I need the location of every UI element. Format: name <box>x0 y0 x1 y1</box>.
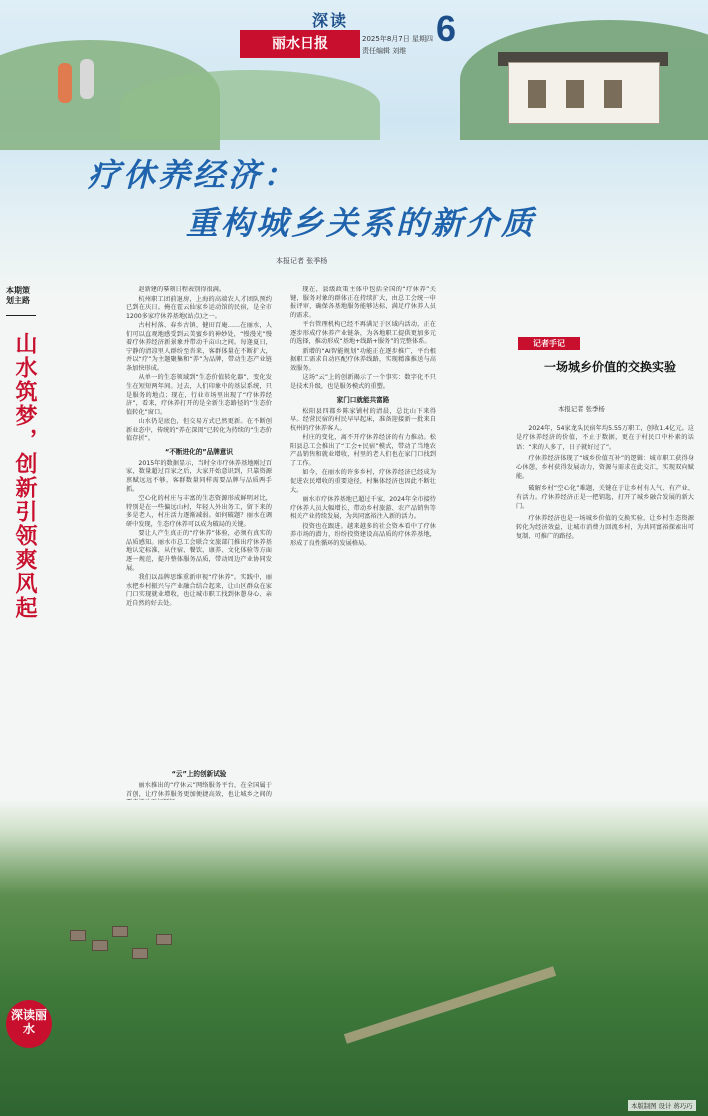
commentary-paragraph: 疗休养经济体现了“城乡价值互补”的逻辑：城市职工获得身心休憩，乡村获得发展动力，资源与需求在此交汇，实现双向赋能。 <box>516 454 694 481</box>
section-subhead: “云”上的创新试验 <box>171 770 227 778</box>
window-illustration <box>528 80 546 108</box>
article-paragraph: 松阳县四都乡陈家铺村的清晨，总比山下来得早。经营民宿的村民早早起床，准备迎接新一批来自杭州的疗休养客人。 <box>290 407 436 432</box>
section-subhead: “不断进化的”品牌意识 <box>164 447 233 456</box>
newspaper-masthead: 丽水日报 <box>240 30 360 58</box>
article-paragraph: 这场“云”上的创新揭示了一个事实：数字化不只是技术升级，也是服务模式的重塑。 <box>290 374 436 391</box>
article-paragraph: 2015年的数据显示，当时全市疗休养基地刚过百家，数量超过百家之后，大家开始意识到，只靠资源禀赋远远不够，客群数量同样需要品牌与品质两手抓。 <box>126 459 272 493</box>
hiker-figure <box>58 63 72 103</box>
window-illustration <box>604 80 622 108</box>
issue-date: 2025年8月7日 星期四 <box>362 35 433 43</box>
hiker-figure <box>80 59 94 99</box>
article-paragraph: 平台管理机构已经不再满足于区域内活动，正在逐步形成疗休养产业链条，为各地职工提供更加多元的选择，推动形成“基地+线路+服务”的完整体系。 <box>290 321 436 346</box>
commentary-title: 一场城乡价值的交换实验 <box>543 360 676 374</box>
section-kicker: 深读 <box>312 11 349 30</box>
house-roof <box>132 948 148 959</box>
window-illustration <box>566 80 584 108</box>
house-roof <box>112 926 128 937</box>
article-column-1 <box>126 286 272 764</box>
article-column-2 <box>290 286 436 764</box>
page-footer: 本版制图 设计 蒋巧巧 <box>628 1100 696 1111</box>
headline-line-2: 重构城乡关系的新介质 <box>186 204 537 242</box>
article-paragraph: 从单一的生态领域到“生态价值转化器”，变化发生在短短两年间。过去，人们印象中的基层系统，只是服务的地点；现在，行业市场里出现了“疗休养经济”，看来，疗休养打开的是全新生态路径的“生态价值转化”窗口。 <box>126 374 272 416</box>
commentary-paragraph: 2024年，54家龙头民宿年均5.55万职工，创收1.4亿元。这是疗休养经济的价值，不止于数据，更在于村民口中朴素的话语：“来的人多了，日子就好过了”。 <box>516 425 694 451</box>
article-paragraph: 要让人产生真正的“疗休养”体验，必须有真实的品质感知。丽水市总工会联合文旅部门推出疗休养基地认定标准，从住宿、餐饮、康养、文化体验等方面逐一规范，提升整体服务品质，带动周边产业协同发展。 <box>126 530 272 572</box>
headline-line-1: 疗休养经济： <box>88 156 299 194</box>
responsible-editor: 责任编辑 刘维 <box>362 47 407 55</box>
brand-stamp: 深读丽水 <box>6 1000 52 1048</box>
article-paragraph: 现在，县级政策主体中包括全国的“疗休养”关键，服务对象的群体正在持续扩大，由总工会统一申报评审，确保各基地服务能够达标，满足疗休养人员的需求。 <box>290 286 436 319</box>
article-paragraph: 我们以品牌思维重新审视“疗休养”。实践中，丽水把乡村振兴与产业融合结合起来，让山区群众在家门口实现就业增收，也让城市职工找到休憩身心、亲近自然的好去处。 <box>126 574 272 607</box>
house-roof <box>156 934 172 945</box>
commentary-body <box>516 424 694 724</box>
commentary-paragraph: 疗休养经济也是一场城乡价值的交换实验，让乡村生态资源转化为经济效益，让城市消费力回流乡村，为共同富裕探索出可复制、可推广的路径。 <box>516 514 694 541</box>
commentary-paragraph: 破解乡村“空心化”难题，关键在于让乡村有人气、有产业、有活力。疗休养经济正是一把钥匙，打开了城乡融合发展的新大门。 <box>516 484 694 511</box>
article-paragraph: 赵新建的摹刻日程表别得很满。 <box>138 286 226 293</box>
article-paragraph: 空心化的村庄与丰富的生态资源形成鲜明对比，特别是在一些偏远山村，年轻人外出务工，留下来的多是老人，村庄活力逐渐减弱。如何破题？丽水在调研中发现，生态疗休养可以成为破局的关键。 <box>126 495 272 528</box>
article-paragraph: 新增的“AI智能规划”功能正在逐步推广，平台根据职工需求自动匹配疗休养线路，实现精准推送与高效服务。 <box>290 347 436 372</box>
article-paragraph: 杭州职工团前退房，上海的高端农人才团队预约已到在庆日。掩在霍云仙家乡运动馆的民宿，是全市1200多家疗休养基地(站点)之一。 <box>126 295 272 320</box>
article-paragraph: 丽水推出的“疗休云”网络服务平台，在全国属于首创，让疗休养服务更加便捷高效，也让城乡之间的 <box>126 782 272 798</box>
vertical-slogan: 山水筑梦，创新引领爽风起 <box>12 332 38 620</box>
page-number: 6 <box>436 8 457 49</box>
commentary-tag: 记者手记 <box>518 337 580 350</box>
article-paragraph: 山水仍是底色，但交易方式已然更新。在不断创新业态中，传统的“养在深闺”已转化为持续的“生态价值存折”。 <box>126 418 272 443</box>
sidebar-label: 本期策划主路 <box>6 286 30 305</box>
mountain-illustration <box>120 70 380 140</box>
commentary-byline: 本报记者 张季杨 <box>558 405 605 413</box>
village-aerial-photo <box>0 800 708 1116</box>
article-paragraph: 古村村落、春乡古镇、健田百庵……在丽水，人们可以直观地感受到云美蜜乡的神妙处，“慢漫光”慢着疗休养经济新景象并带动千亩山之间。每逢夏日，宁静的清凉里人群纷至沓来，客群体量在不断扩大，并以“疗”为主题聚集和“养”为品牌，带动生态产业链条加快形成。 <box>126 322 272 372</box>
sidebar-divider <box>6 315 36 316</box>
article-paragraph: 村庄的变化，离不开疗休养经济的有力推动。松阳县总工会推出了“工会+民宿”模式，带动了当地农产品销售和就业增收，村里的老人们也在家门口找到了工作。 <box>290 434 436 467</box>
house-roof <box>70 930 86 941</box>
article-byline: 本报记者 张季杨 <box>276 257 328 265</box>
article-paragraph: 如今，在丽水的许多乡村，疗休养经济已经成为促进农民增收的重要途径，村集体经济也因此不断壮大。 <box>290 469 436 494</box>
article-paragraph: 丽水市疗休养基地已超过千家，2024年全市接待疗休养人员大幅增长，带动乡村旅游、农产品销售等相关产业持续发展，为共同富裕注入新的活力。 <box>290 496 436 521</box>
section-subhead: 家门口就能共富路 <box>336 395 390 404</box>
article-paragraph: 投资也在跟进。越来越多的社会资本看中了疗休养市场的潜力，纷纷投资建设高品质的疗休养基地，形成了良性循环的发展格局。 <box>290 522 436 547</box>
hikers-photo <box>52 55 122 110</box>
house-roof <box>92 940 108 951</box>
